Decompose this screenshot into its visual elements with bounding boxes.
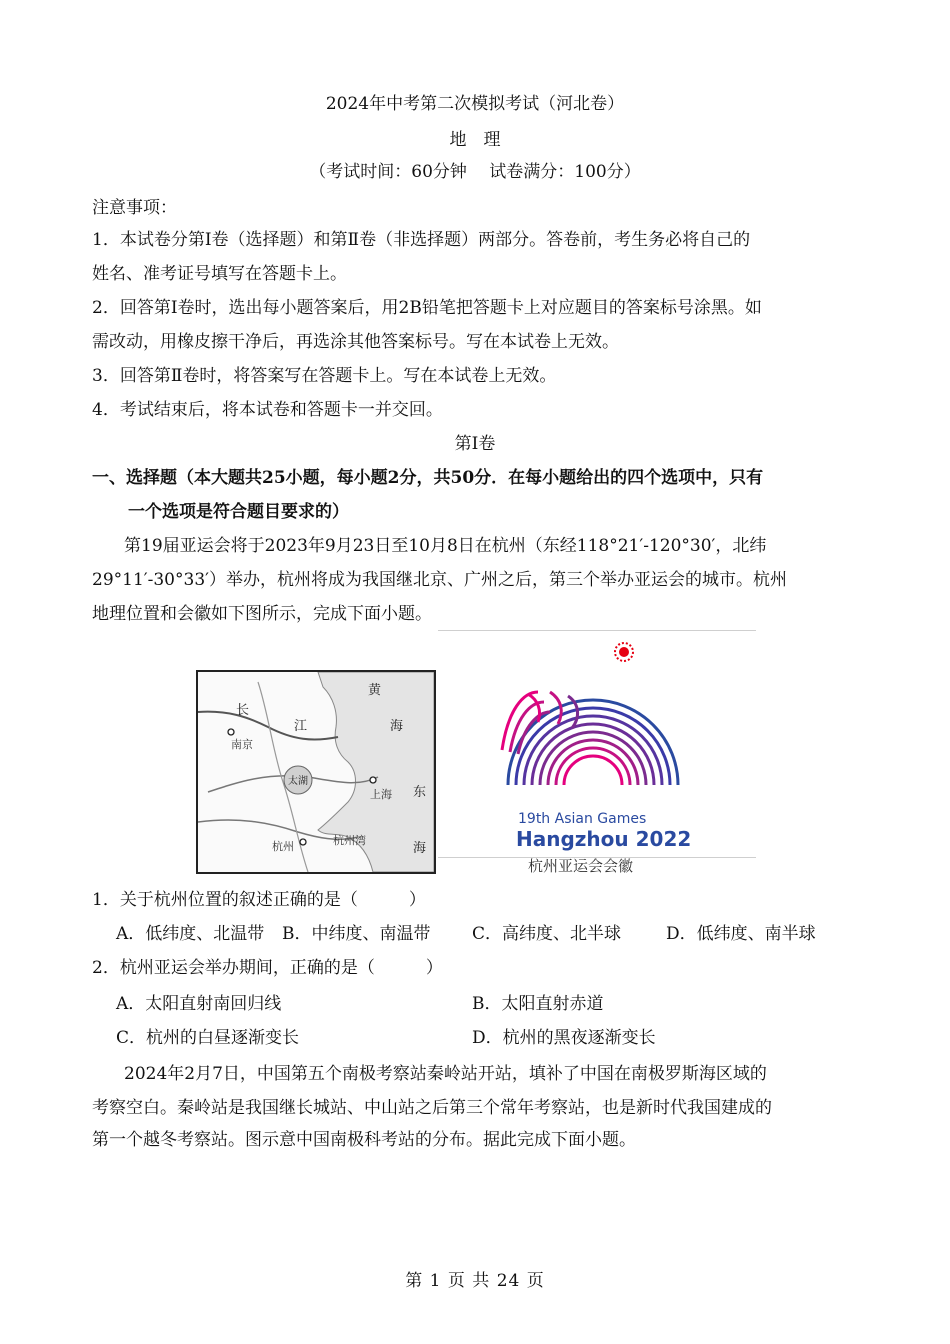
logo-caption: 杭州亚运会会徽: [528, 857, 634, 875]
passage2-line-3: 第一个越冬考察站。图示意中国南极科考站的分布。据此完成下面小题。: [92, 1130, 636, 1150]
map-label-huang: 黄: [368, 683, 382, 698]
q1-stem: 1．关于杭州位置的叙述正确的是（ ）: [92, 890, 426, 910]
notice-item-2-line-1: 2．回答第Ⅰ卷时，选出每小题答案后，用2B铅笔把答题卡上对应题目的答案标号涂黑。如: [92, 298, 762, 318]
hangzhou-location-map: [196, 670, 436, 874]
map-label-chang: 长: [236, 703, 250, 718]
map-label-nanjing: 南京: [231, 738, 253, 751]
q1-option-a: A．低纬度、北温带: [116, 924, 265, 944]
map-label-jiang: 江: [294, 719, 308, 734]
logo-left-strokes: [502, 692, 578, 754]
arc-lines: [508, 700, 678, 785]
section-heading-line-2: 一个选项是符合题目要求的）: [128, 502, 349, 522]
notice-item-3: 3．回答第Ⅱ卷时，将答案写在答题卡上。写在本试卷上无效。: [92, 366, 557, 386]
map-label-hangzhou: 杭州: [272, 840, 294, 853]
notice-item-2-line-2: 需改动，用橡皮擦干净后，再选涂其他答案标号。写在本试卷上无效。: [92, 332, 619, 352]
map-drawing: [198, 672, 434, 872]
passage1-line-2: 29°11′-30°33′）举办，杭州将成为我国继北京、广州之后，第三个举办亚运会的城市。杭州: [92, 570, 787, 590]
notice-item-4: 4．考试结束后，将本试卷和答题卡一并交回。: [92, 400, 443, 420]
section-heading-line-1: 一、选择题（本大题共25小题，每小题2分，共50分．在每小题给出的四个选项中，只有: [92, 468, 764, 488]
q1-option-b: B．中纬度、南温带: [282, 924, 431, 944]
exam-info: （考试时间：60分钟 试卷满分：100分）: [309, 162, 641, 182]
logo-emblem: [438, 630, 756, 858]
notice-heading: 注意事项：: [92, 198, 177, 218]
q2-stem: 2．杭州亚运会举办期间，正确的是（ ）: [92, 958, 443, 978]
map-label-dong: 东: [413, 785, 427, 800]
q2-option-b: B．太阳直射赤道: [472, 994, 604, 1014]
passage1-line-3: 地理位置和会徽如下图所示，完成下面小题。: [92, 604, 432, 624]
hangzhou-dot: [300, 839, 306, 845]
q2-option-a: A．太阳直射南回归线: [116, 994, 282, 1014]
map-label-hangzhouwan: 杭州湾: [333, 834, 366, 847]
yangtze-river: [198, 712, 338, 740]
logo-text-line-1: 19th Asian Games: [518, 811, 647, 827]
map-label-taihu: 太湖: [288, 776, 308, 787]
map-label-hai2: 海: [413, 841, 427, 856]
notice-item-1-line-2: 姓名、准考证号填写在答题卡上。: [92, 264, 347, 284]
map-label-shanghai: 上海: [370, 788, 392, 801]
passage1-line-1: 第19届亚运会将于2023年9月23日至10月8日在杭州（东经118°21′-120°30′，北纬: [124, 536, 767, 556]
subject-title: 地 理: [449, 130, 501, 150]
shanghai-dot: [370, 777, 376, 783]
q2-option-c: C．杭州的白昼逐渐变长: [116, 1028, 300, 1048]
logo-text-line-2: Hangzhou 2022: [516, 827, 692, 851]
sun-icon: [615, 643, 633, 661]
nanjing-dot: [228, 729, 234, 735]
notice-item-1-line-1: 1．本试卷分第Ⅰ卷（选择题）和第Ⅱ卷（非选择题）两部分。答卷前，考生务必将自己的: [92, 230, 751, 250]
part-title: 第Ⅰ卷: [454, 434, 496, 454]
exam-title: 2024年中考第二次模拟考试（河北卷）: [325, 94, 625, 114]
q1-option-c: C．高纬度、北半球: [472, 924, 622, 944]
page-footer: 第 1 页 共 24 页: [405, 1271, 545, 1291]
map-label-hai1: 海: [390, 719, 404, 734]
q2-option-d: D．杭州的黑夜逐渐变长: [472, 1028, 656, 1048]
passage2-line-1: 2024年2月7日，中国第五个南极考察站秦岭站开站，填补了中国在南极罗斯海区域的: [124, 1064, 767, 1084]
asian-games-logo: [438, 630, 756, 880]
passage2-line-2: 考察空白。秦岭站是我国继长城站、中山站之后第三个常年考察站，也是新时代我国建成的: [92, 1098, 772, 1118]
q1-option-d: D．低纬度、南半球: [666, 924, 816, 944]
